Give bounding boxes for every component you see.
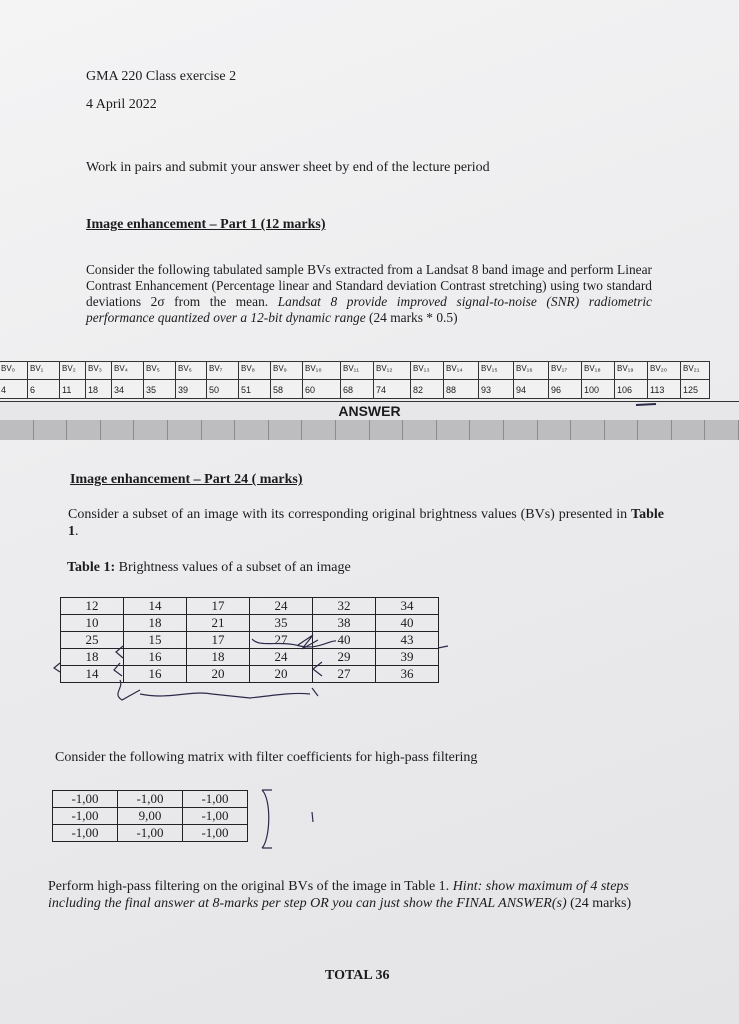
bv-header-12: BV₁₂: [373, 361, 411, 381]
bv-value-15: 93: [478, 379, 514, 399]
table-cell: 24: [250, 649, 313, 666]
table-cell: 39: [376, 649, 439, 666]
bv-header-0: BV₀: [0, 361, 28, 381]
pen-mark-8: [312, 688, 318, 696]
bv-header-17: BV₁₇: [548, 361, 582, 381]
bv-value-16: 94: [513, 379, 549, 399]
bv-value-11: 68: [340, 379, 374, 399]
filter-cell: -1,00: [183, 808, 248, 825]
bv-header-19: BV₁₉: [614, 361, 648, 381]
answer-grid-cell: [672, 420, 706, 440]
answer-grid-cell: [538, 420, 572, 440]
filter-cell: -1,00: [53, 808, 118, 825]
bv-header-8: BV₈: [238, 361, 271, 381]
table-cell: 25: [61, 632, 124, 649]
bv-value-12: 74: [373, 379, 411, 399]
answer-grid-cell: [168, 420, 202, 440]
answer-grid-cell: [67, 420, 101, 440]
table-cell: 17: [187, 598, 250, 615]
pen-mark-3: [438, 646, 448, 648]
bv-value-8: 51: [238, 379, 271, 399]
bv-value-20: 113: [647, 379, 681, 399]
table-row: [61, 598, 439, 615]
bv-value-9: 58: [270, 379, 303, 399]
table-cell: 40: [313, 632, 376, 649]
table-row: [61, 649, 439, 666]
answer-grid-cell: [34, 420, 68, 440]
table-cell: 24: [250, 598, 313, 615]
filter-cell: -1,00: [183, 825, 248, 842]
table-cell: 10: [61, 615, 124, 632]
filter-cell: -1,00: [53, 825, 118, 842]
answer-grid-cell: [336, 420, 370, 440]
table-cell: 20: [187, 666, 250, 683]
bv-value-6: 39: [175, 379, 207, 399]
table-cell: 16: [124, 649, 187, 666]
pen-tick: [312, 812, 313, 822]
bv-value-1: 6: [27, 379, 60, 399]
bv-header-7: BV₇: [206, 361, 239, 381]
bv-value-10: 60: [302, 379, 341, 399]
table-cell: 36: [376, 666, 439, 683]
table-cell: 18: [124, 615, 187, 632]
bv-header-9: BV₉: [270, 361, 303, 381]
table-cell: 20: [250, 666, 313, 683]
filter-row: [53, 825, 248, 842]
table-cell: 43: [376, 632, 439, 649]
filter-intro: Consider the following matrix with filter coefficients for high-pass filtering: [55, 750, 478, 765]
answer-grid-cell: [605, 420, 639, 440]
bv-header-4: BV₄: [111, 361, 144, 381]
filter-cell: -1,00: [53, 791, 118, 808]
bv-value-4: 34: [111, 379, 144, 399]
filter-row: [53, 791, 248, 808]
course-title: GMA 220 Class exercise 2: [86, 69, 237, 84]
part1-para-italic: Landsat 8 provide improved signal-to-noise (SNR) radiometric performance quantized over a 12-bit dynamic range: [86, 294, 652, 325]
table-cell: 40: [376, 615, 439, 632]
answer-grid-cell: [705, 420, 739, 440]
table-cell: 27: [313, 666, 376, 683]
task-italic: Hint: show maximum of 4 steps including the final answer at 8-marks per step OR you can just show the FINAL ANSWER(s): [48, 879, 629, 911]
answer-grid-cell: [101, 420, 135, 440]
bv-header-11: BV₁₁: [340, 361, 374, 381]
bv-header-18: BV₁₈: [581, 361, 615, 381]
part2-para-lead: Consider a subset of an image with its corresponding original brightness values (BVs) presented in: [68, 507, 632, 522]
table-cell: 29: [313, 649, 376, 666]
table-cell: 18: [187, 649, 250, 666]
answer-grid-cell: [437, 420, 471, 440]
bv-header-21: BV₂₁: [680, 361, 710, 381]
filter-cell: -1,00: [118, 825, 183, 842]
exercise-date: 4 April 2022: [86, 97, 157, 112]
bv-header-5: BV₅: [143, 361, 176, 381]
part1-para-normal: Consider the following tabulated sample BVs extracted from a Landsat 8 band image and perform Linear Contrast Enhancement (Percentage linear and Standard deviation Contrast stretching) using two standard deviations 2σ from the mean.: [86, 262, 652, 309]
bv-header-6: BV₆: [175, 361, 207, 381]
bv-header-15: BV₁₅: [478, 361, 514, 381]
total-marks: TOTAL 36: [325, 968, 390, 983]
answer-grid: [0, 420, 739, 440]
answer-grid-cell: [403, 420, 437, 440]
bv-header-20: BV₂₀: [647, 361, 681, 381]
part1-heading: Image enhancement – Part 1 (12 marks): [86, 217, 326, 232]
table-cell: 21: [187, 615, 250, 632]
table1-caption: [67, 560, 351, 576]
answer-grid-cell: [504, 420, 538, 440]
answer-grid-cell: [202, 420, 236, 440]
table-cell: 16: [124, 666, 187, 683]
bv-value-18: 100: [581, 379, 615, 399]
bv-value-19: 106: [614, 379, 648, 399]
bv-value-5: 35: [143, 379, 176, 399]
table-cell: 27: [250, 632, 313, 649]
pen-bracket: [262, 790, 272, 848]
answer-grid-cell: [302, 420, 336, 440]
bv-value-0: 4: [0, 379, 28, 399]
bv-value-17: 96: [548, 379, 582, 399]
table-cell: 14: [61, 666, 124, 683]
table-row: [61, 666, 439, 683]
table1-caption-text: Brightness values of a subset of an image: [115, 560, 351, 575]
answer-grid-cell: [638, 420, 672, 440]
pen-underline-2: [140, 693, 310, 698]
filter-cell: -1,00: [118, 791, 183, 808]
table-cell: 32: [313, 598, 376, 615]
bv-value-21: 125: [680, 379, 710, 399]
filter-row: [53, 808, 248, 825]
task-normal: Perform high-pass filtering on the original BVs of the image in Table 1.: [48, 879, 453, 894]
bv-header-2: BV₂: [59, 361, 86, 381]
bv-header-1: BV₁: [27, 361, 60, 381]
bv-strip: [0, 357, 739, 441]
task-tail: (24 marks): [566, 896, 632, 911]
answer-grid-cell: [571, 420, 605, 440]
task-paragraph: [48, 878, 684, 912]
answer-label: ANSWER: [0, 401, 739, 422]
bv-value-14: 88: [443, 379, 479, 399]
bv-value-7: 50: [206, 379, 239, 399]
bv-value-2: 11: [59, 379, 86, 399]
part2-para-ref: Table 1: [68, 507, 664, 539]
bv-value-row: [0, 379, 709, 399]
answer-grid-cell: [0, 420, 34, 440]
answer-grid-cell: [370, 420, 404, 440]
instruction-text: Work in pairs and submit your answer sheet by end of the lecture period: [86, 160, 490, 175]
table-row: [61, 615, 439, 632]
table-cell: 17: [187, 632, 250, 649]
part1-para-tail: (24 marks * 0.5): [365, 310, 458, 325]
brightness-table: [60, 597, 439, 683]
filter-matrix: [52, 790, 248, 842]
table-cell: 14: [124, 598, 187, 615]
table-row: [61, 632, 439, 649]
part2-para-end: .: [75, 524, 79, 539]
filter-cell: 9,00: [118, 808, 183, 825]
answer-grid-cell: [235, 420, 269, 440]
answer-grid-cell: [134, 420, 168, 440]
answer-grid-cell: [470, 420, 504, 440]
bv-header-13: BV₁₃: [410, 361, 444, 381]
bv-value-3: 18: [85, 379, 112, 399]
bv-header-10: BV₁₀: [302, 361, 341, 381]
bv-header-row: [0, 361, 709, 381]
answer-grid-cell: [269, 420, 303, 440]
bv-value-13: 82: [410, 379, 444, 399]
table-cell: 38: [313, 615, 376, 632]
table-cell: 34: [376, 598, 439, 615]
table-cell: 18: [61, 649, 124, 666]
bv-header-16: BV₁₆: [513, 361, 549, 381]
table-cell: 35: [250, 615, 313, 632]
table1-caption-label: Table 1:: [67, 560, 116, 575]
part2-heading: Image enhancement – Part 24 ( marks): [70, 472, 303, 487]
part1-paragraph: [86, 262, 652, 326]
bv-header-3: BV₃: [85, 361, 112, 381]
bv-header-14: BV₁₄: [443, 361, 479, 381]
table-cell: 12: [61, 598, 124, 615]
filter-cell: -1,00: [183, 791, 248, 808]
pen-mark-7: [118, 680, 140, 700]
table-cell: 15: [124, 632, 187, 649]
part2-paragraph: [68, 506, 664, 540]
